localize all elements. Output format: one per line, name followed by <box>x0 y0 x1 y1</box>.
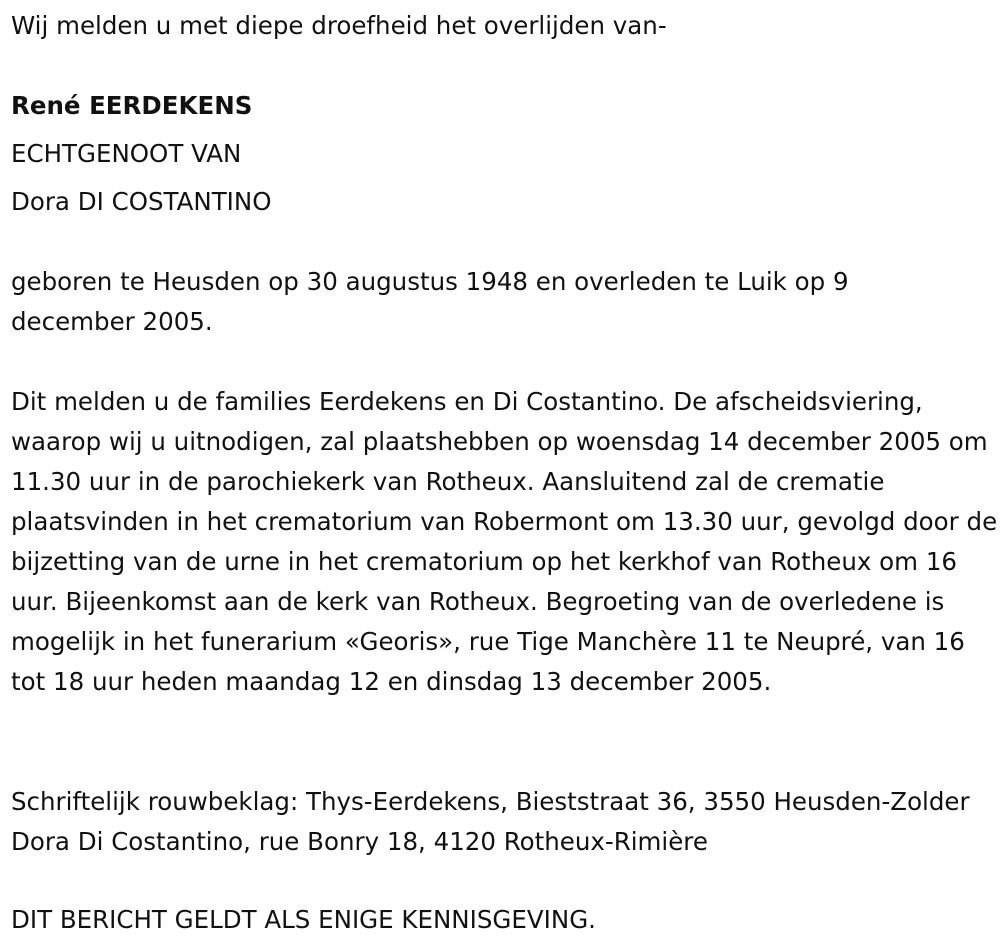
service-paragraph: Dit melden u de families Eerdekens en Di Costantino. De afscheidsviering, waarop wij u uitnodigen, zal plaatshebben op woensdag 14 december 2005 om 11.30 uur in de parochiekerk van Rotheux. Aansluitend zal de crematie plaatsvinden in het crematorium van Robermont om 13.30 uur, gevolgd door de bijzetting van de urne in het crematorium op het kerkhof van Rotheux om 16 uur. Bijeenkomst aan de kerk van Rotheux. Begroeting van de overledene is mogelijk in het funerarium «Georis», rue Tige Manchère 11 te Neupré, van 16 tot 18 uur heden maandag 12 en dinsdag 13 december 2005. <box>11 387 998 696</box>
intro-text: Wij melden u met diepe droefheid het overlijden van- <box>11 11 667 40</box>
closing-statement: DIT BERICHT GELDT ALS ENIGE KENNISGEVING. <box>11 905 596 934</box>
spouse-name: Dora DI COSTANTINO <box>11 187 272 216</box>
relation-label: ECHTGENOOT VAN <box>11 139 242 168</box>
birth-death-paragraph: geboren te Heusden op 30 augustus 1948 en overleden te Luik op 9 december 2005. <box>11 267 849 336</box>
condolences-paragraph: Schriftelijk rouwbeklag: Thys-Eerdekens, Bieststraat 36, 3550 Heusden-Zolder Dora Di Costantino, rue Bonry 18, 4120 Rotheux-Rimière <box>11 787 970 856</box>
deceased-name: René EERDEKENS <box>11 91 253 120</box>
